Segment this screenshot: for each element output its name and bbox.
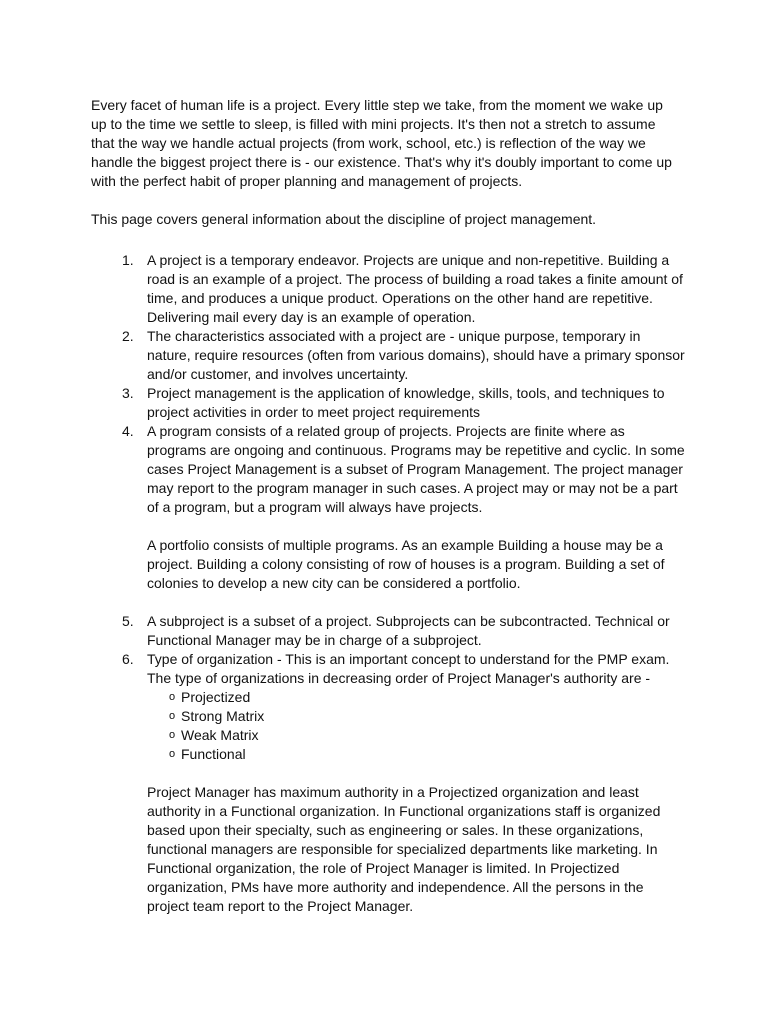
list-item-4: [91, 422, 687, 612]
list-item-3: [91, 384, 687, 422]
list-item-text: Project management is the application of knowledge, skills, tools, and techniques to project activities in order to meet project requirements: [147, 385, 665, 420]
list-item-2: [91, 327, 687, 384]
list-item-text: The characteristics associated with a project are - unique purpose, temporary in nature, require resources (often from various domains), should have a primary sponsor and/or customer, and involves uncertainty.: [147, 328, 685, 382]
bullet-text: Functional: [181, 746, 246, 762]
list-number: 6.: [122, 651, 134, 667]
list-item-text: A project is a temporary endeavor. Projects are unique and non-repetitive. Building a road is an example of a project. The process of building a road takes a finite amount of time, and produces a unique product. Operations on the other hand are repetitive. Delivering mail every day is an example of operation.: [147, 252, 683, 325]
bullet-item: [147, 688, 687, 707]
spacer: [91, 191, 691, 210]
list-number: 5.: [122, 613, 134, 629]
list-number: 2.: [122, 328, 134, 344]
bullet-marker: o: [169, 710, 176, 722]
list-item-5: [91, 612, 687, 650]
numbered-list: [91, 251, 691, 916]
bullet-marker: o: [169, 729, 176, 741]
bullet-marker: o: [169, 691, 176, 703]
spacer: [147, 593, 687, 612]
list-item-text: A program consists of a related group of projects. Projects are finite where as programs are ongoing and continuous. Programs may be repetitive and cyclic. In some cases Project Management is a subset of Program Management. The project manager may report to the program manager in such cases. A project may or may not be a part of a program, but a program will always have projects.: [147, 423, 685, 515]
spacer: [91, 229, 691, 251]
organization-types-list: [147, 688, 687, 764]
bullet-text: Weak Matrix: [181, 727, 259, 743]
intro-paragraph: Every facet of human life is a project. Every little step we take, from the moment we wake up up to the time we settle to sleep, is filled with mini projects. It's then not a stretch to assume that the way we handle actual projects (from work, school, etc.) is reflection of the way we handle the biggest project there is - our existence. That's why it's doubly important to come up with the perfect habit of proper planning and management of projects.: [91, 97, 672, 189]
authority-paragraph: Project Manager has maximum authority in a Projectized organization and least authority in a Functional organization. In Functional organizations staff is organized based upon their specialty, such as engineering or sales. In these organizations, functional managers are responsible for specialized departments like marketing. In Functional organization, the role of Project Manager is limited. In Projectized organization, PMs have more authority and independence. All the persons in the project team report to the Project Manager.: [147, 784, 661, 914]
list-item-1: [91, 251, 687, 327]
bullet-item: [147, 745, 687, 764]
list-item-text: Type of organization - This is an important concept to understand for the PMP exam. The type of organizations in decreasing order of Project Manager's authority are -: [147, 651, 670, 686]
list-item-6: [91, 650, 687, 916]
bullet-text: Projectized: [181, 689, 251, 705]
portfolio-paragraph: A portfolio consists of multiple programs. As an example Building a house may be a project. Building a colony consisting of row of houses is a program. Building a set of colonies to develop a new city can be considered a portfolio.: [147, 537, 665, 591]
list-number: 1.: [122, 252, 134, 268]
bullet-item: [147, 707, 687, 726]
summary-paragraph: This page covers general information about the discipline of project management.: [91, 211, 597, 227]
document-page: [91, 96, 691, 916]
bullet-marker: o: [169, 748, 176, 760]
bullet-text: Strong Matrix: [181, 708, 265, 724]
bullet-item: [147, 726, 687, 745]
list-item-text: A subproject is a subset of a project. Subprojects can be subcontracted. Technical or Functional Manager may be in charge of a subproject.: [147, 613, 670, 648]
list-number: 3.: [122, 385, 134, 401]
list-number: 4.: [122, 423, 134, 439]
